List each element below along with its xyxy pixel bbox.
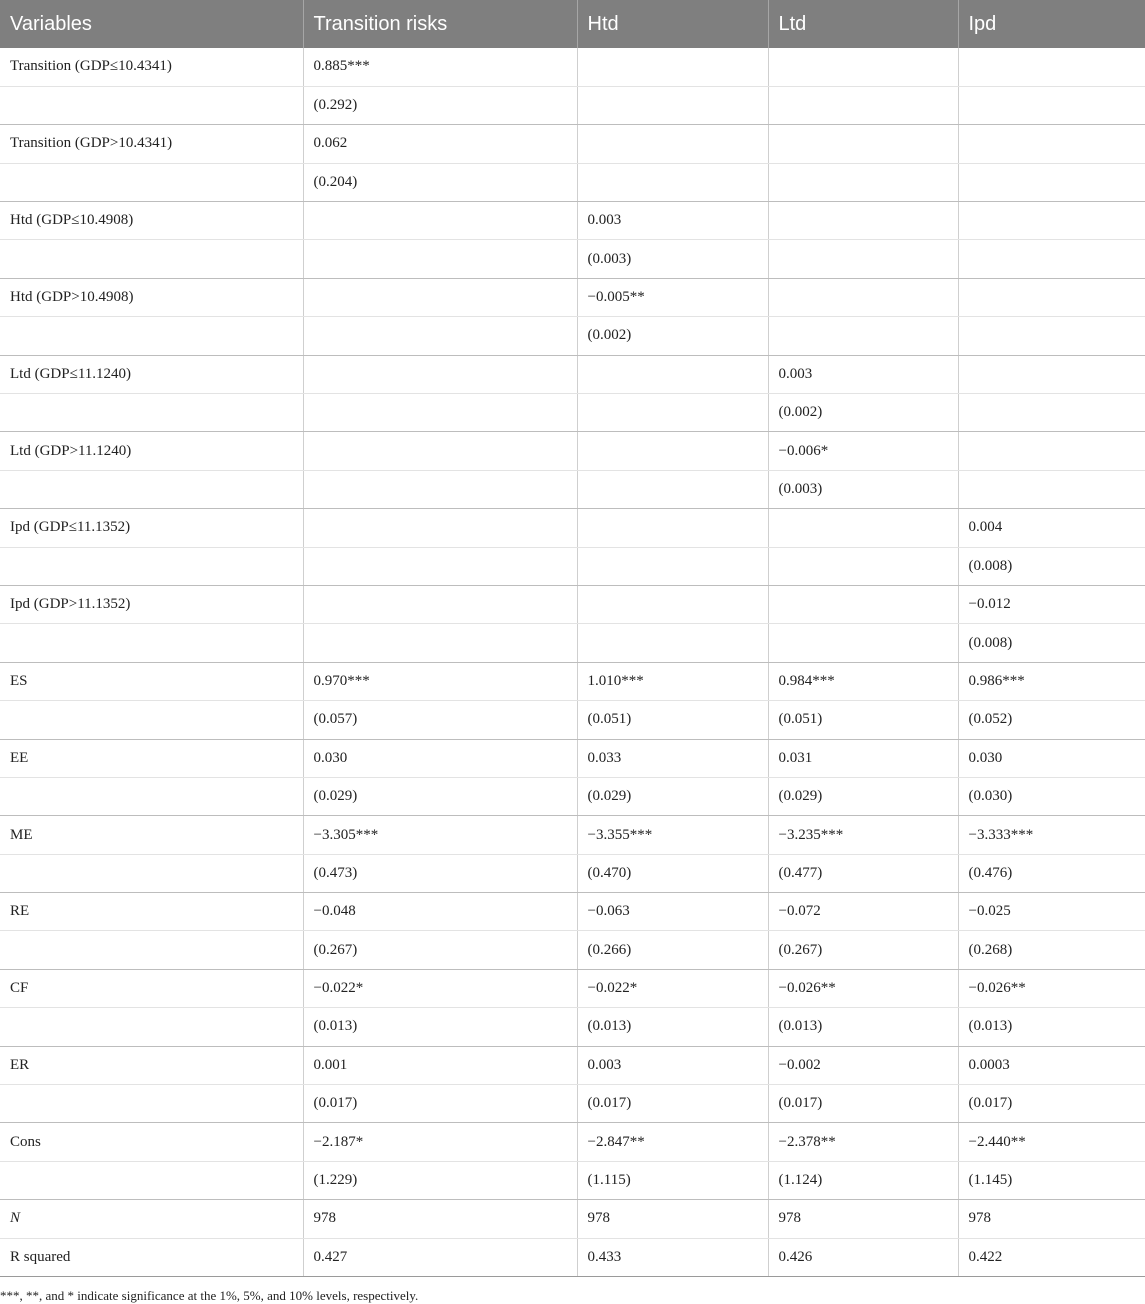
value-cell: 0.422 xyxy=(958,1238,1145,1276)
value-cell xyxy=(768,585,958,623)
value-cell xyxy=(958,317,1145,355)
table-row xyxy=(0,624,1145,662)
variable-name-cell: Ltd (GDP>11.1240) xyxy=(0,432,303,470)
variable-name-cell: ER xyxy=(0,1046,303,1084)
variable-name-cell: Ipd (GDP≤11.1352) xyxy=(0,509,303,547)
variable-name-cell: Htd (GDP≤10.4908) xyxy=(0,202,303,240)
variable-name-cell xyxy=(0,1008,303,1046)
variable-name-cell xyxy=(0,777,303,815)
value-cell: (0.013) xyxy=(577,1008,768,1046)
value-cell: −0.025 xyxy=(958,893,1145,931)
value-cell: (1.229) xyxy=(303,1161,577,1199)
value-cell xyxy=(577,394,768,432)
value-cell: (0.017) xyxy=(958,1085,1145,1123)
variable-name-cell: Ipd (GDP>11.1352) xyxy=(0,585,303,623)
value-cell xyxy=(958,202,1145,240)
value-cell: −0.072 xyxy=(768,893,958,931)
value-cell xyxy=(768,163,958,201)
value-cell: (1.124) xyxy=(768,1161,958,1199)
table-row xyxy=(0,202,1145,240)
variable-name-cell: Htd (GDP>10.4908) xyxy=(0,278,303,316)
value-cell: 0.003 xyxy=(577,1046,768,1084)
value-cell: −0.012 xyxy=(958,585,1145,623)
value-cell: (0.292) xyxy=(303,86,577,124)
table-row xyxy=(0,1046,1145,1084)
value-cell xyxy=(577,432,768,470)
value-cell xyxy=(768,240,958,278)
table-footnote: ***, **, and * indicate significance at the 1%, 5%, and 10% levels, respectively. xyxy=(0,1288,419,1303)
value-cell: (0.051) xyxy=(768,701,958,739)
value-cell: 0.001 xyxy=(303,1046,577,1084)
value-cell: −0.022* xyxy=(303,969,577,1007)
value-cell: (0.029) xyxy=(768,777,958,815)
value-cell xyxy=(303,432,577,470)
variable-name-cell xyxy=(0,1085,303,1123)
table-row xyxy=(0,1008,1145,1046)
value-cell xyxy=(577,585,768,623)
value-cell: −0.022* xyxy=(577,969,768,1007)
value-cell: (0.057) xyxy=(303,701,577,739)
value-cell xyxy=(577,48,768,86)
value-cell: (0.002) xyxy=(768,394,958,432)
value-cell: 0.031 xyxy=(768,739,958,777)
table-row xyxy=(0,509,1145,547)
value-cell: (0.029) xyxy=(577,777,768,815)
value-cell: 978 xyxy=(958,1200,1145,1238)
value-cell: 0.984*** xyxy=(768,662,958,700)
variable-name-cell xyxy=(0,240,303,278)
variable-name-cell xyxy=(0,317,303,355)
value-cell: −3.355*** xyxy=(577,816,768,854)
value-cell xyxy=(768,202,958,240)
table-row xyxy=(0,1200,1145,1238)
value-cell xyxy=(768,509,958,547)
table-row xyxy=(0,1085,1145,1123)
value-cell: (0.013) xyxy=(768,1008,958,1046)
value-cell xyxy=(577,547,768,585)
header-variables: Variables xyxy=(0,0,303,48)
value-cell: 1.010*** xyxy=(577,662,768,700)
table-row xyxy=(0,125,1145,163)
value-cell xyxy=(303,202,577,240)
value-cell: (0.470) xyxy=(577,854,768,892)
value-cell: (0.267) xyxy=(768,931,958,969)
value-cell: (0.003) xyxy=(577,240,768,278)
header-ipd: Ipd xyxy=(958,0,1145,48)
value-cell xyxy=(303,624,577,662)
table-row xyxy=(0,1123,1145,1161)
variable-name-cell: N xyxy=(0,1200,303,1238)
table-row xyxy=(0,1161,1145,1199)
value-cell: 0.426 xyxy=(768,1238,958,1276)
variable-name-cell: Ltd (GDP≤11.1240) xyxy=(0,355,303,393)
variable-name-cell xyxy=(0,547,303,585)
variable-name-cell: EE xyxy=(0,739,303,777)
value-cell xyxy=(768,48,958,86)
value-cell: 0.004 xyxy=(958,509,1145,547)
header-htd: Htd xyxy=(577,0,768,48)
table-row xyxy=(0,777,1145,815)
variable-name-cell: CF xyxy=(0,969,303,1007)
value-cell xyxy=(303,394,577,432)
value-cell: (0.267) xyxy=(303,931,577,969)
value-cell: −0.026** xyxy=(958,969,1145,1007)
variable-name-cell: R squared xyxy=(0,1238,303,1276)
value-cell xyxy=(768,86,958,124)
table-row xyxy=(0,278,1145,316)
value-cell xyxy=(303,585,577,623)
table-row xyxy=(0,931,1145,969)
value-cell: (0.013) xyxy=(303,1008,577,1046)
value-cell xyxy=(577,125,768,163)
value-cell: (1.115) xyxy=(577,1161,768,1199)
variable-name-cell: ME xyxy=(0,816,303,854)
value-cell: (1.145) xyxy=(958,1161,1145,1199)
value-cell xyxy=(768,547,958,585)
value-cell: (0.268) xyxy=(958,931,1145,969)
value-cell: (0.017) xyxy=(768,1085,958,1123)
value-cell: 0.0003 xyxy=(958,1046,1145,1084)
value-cell xyxy=(958,394,1145,432)
table-row xyxy=(0,48,1145,86)
value-cell: (0.013) xyxy=(958,1008,1145,1046)
value-cell xyxy=(958,432,1145,470)
value-cell: −3.305*** xyxy=(303,816,577,854)
value-cell: (0.008) xyxy=(958,547,1145,585)
table-row xyxy=(0,86,1145,124)
value-cell xyxy=(303,547,577,585)
variable-name-cell: RE xyxy=(0,893,303,931)
table-row xyxy=(0,662,1145,700)
value-cell: 0.986*** xyxy=(958,662,1145,700)
value-cell xyxy=(303,278,577,316)
value-cell xyxy=(577,86,768,124)
variable-name-cell: Transition (GDP≤10.4341) xyxy=(0,48,303,86)
table-row xyxy=(0,355,1145,393)
table-header xyxy=(0,0,1145,48)
value-cell: (0.052) xyxy=(958,701,1145,739)
value-cell: −2.440** xyxy=(958,1123,1145,1161)
value-cell: −0.005** xyxy=(577,278,768,316)
header-ltd: Ltd xyxy=(768,0,958,48)
value-cell: 0.433 xyxy=(577,1238,768,1276)
value-cell xyxy=(958,125,1145,163)
value-cell: −0.002 xyxy=(768,1046,958,1084)
value-cell xyxy=(577,624,768,662)
value-cell xyxy=(958,240,1145,278)
value-cell xyxy=(768,317,958,355)
value-cell: 0.003 xyxy=(768,355,958,393)
value-cell: (0.017) xyxy=(577,1085,768,1123)
value-cell xyxy=(303,317,577,355)
variable-name-cell: Cons xyxy=(0,1123,303,1161)
variable-name-cell xyxy=(0,854,303,892)
value-cell: 0.033 xyxy=(577,739,768,777)
variable-name-cell xyxy=(0,163,303,201)
table-row xyxy=(0,547,1145,585)
table-row xyxy=(0,816,1145,854)
table-row xyxy=(0,585,1145,623)
header-row xyxy=(0,0,1145,48)
value-cell: −0.026** xyxy=(768,969,958,1007)
value-cell: 0.030 xyxy=(303,739,577,777)
value-cell: (0.204) xyxy=(303,163,577,201)
value-cell xyxy=(303,470,577,508)
value-cell xyxy=(958,163,1145,201)
value-cell xyxy=(958,470,1145,508)
value-cell: (0.476) xyxy=(958,854,1145,892)
value-cell: −2.187* xyxy=(303,1123,577,1161)
value-cell: 978 xyxy=(303,1200,577,1238)
value-cell xyxy=(303,355,577,393)
variable-name-cell xyxy=(0,701,303,739)
value-cell xyxy=(303,240,577,278)
value-cell: 0.885*** xyxy=(303,48,577,86)
variable-name-cell: Transition (GDP>10.4341) xyxy=(0,125,303,163)
value-cell: (0.017) xyxy=(303,1085,577,1123)
value-cell: −0.006* xyxy=(768,432,958,470)
value-cell: −2.847** xyxy=(577,1123,768,1161)
value-cell: (0.477) xyxy=(768,854,958,892)
value-cell: 0.003 xyxy=(577,202,768,240)
value-cell xyxy=(303,509,577,547)
table-row xyxy=(0,163,1145,201)
table-row xyxy=(0,854,1145,892)
value-cell: 0.030 xyxy=(958,739,1145,777)
variable-name-cell xyxy=(0,394,303,432)
value-cell: −3.235*** xyxy=(768,816,958,854)
table-row xyxy=(0,432,1145,470)
value-cell: 978 xyxy=(768,1200,958,1238)
variable-name-cell xyxy=(0,86,303,124)
table-row xyxy=(0,969,1145,1007)
variable-name-cell xyxy=(0,931,303,969)
value-cell: −3.333*** xyxy=(958,816,1145,854)
value-cell: (0.030) xyxy=(958,777,1145,815)
value-cell: (0.008) xyxy=(958,624,1145,662)
value-cell: −2.378** xyxy=(768,1123,958,1161)
value-cell xyxy=(958,355,1145,393)
variable-name-cell xyxy=(0,624,303,662)
table-row xyxy=(0,394,1145,432)
value-cell xyxy=(577,163,768,201)
value-cell xyxy=(958,48,1145,86)
value-cell: (0.473) xyxy=(303,854,577,892)
table-row xyxy=(0,701,1145,739)
value-cell: 978 xyxy=(577,1200,768,1238)
value-cell: −0.063 xyxy=(577,893,768,931)
value-cell xyxy=(768,624,958,662)
value-cell: (0.029) xyxy=(303,777,577,815)
variable-name-cell xyxy=(0,470,303,508)
value-cell: (0.266) xyxy=(577,931,768,969)
table-body xyxy=(0,48,1145,1277)
value-cell xyxy=(958,278,1145,316)
table-row xyxy=(0,739,1145,777)
table-row xyxy=(0,470,1145,508)
value-cell xyxy=(577,470,768,508)
value-cell: 0.970*** xyxy=(303,662,577,700)
table-row xyxy=(0,893,1145,931)
value-cell xyxy=(768,125,958,163)
variable-name-cell xyxy=(0,1161,303,1199)
value-cell: 0.062 xyxy=(303,125,577,163)
value-cell: −0.048 xyxy=(303,893,577,931)
value-cell xyxy=(577,355,768,393)
value-cell: (0.003) xyxy=(768,470,958,508)
header-transition-risks: Transition risks xyxy=(303,0,577,48)
table-row xyxy=(0,317,1145,355)
value-cell xyxy=(577,509,768,547)
value-cell: (0.051) xyxy=(577,701,768,739)
value-cell: (0.002) xyxy=(577,317,768,355)
table-row xyxy=(0,1238,1145,1276)
value-cell xyxy=(958,86,1145,124)
value-cell xyxy=(768,278,958,316)
table-row xyxy=(0,240,1145,278)
variable-name-cell: ES xyxy=(0,662,303,700)
value-cell: 0.427 xyxy=(303,1238,577,1276)
